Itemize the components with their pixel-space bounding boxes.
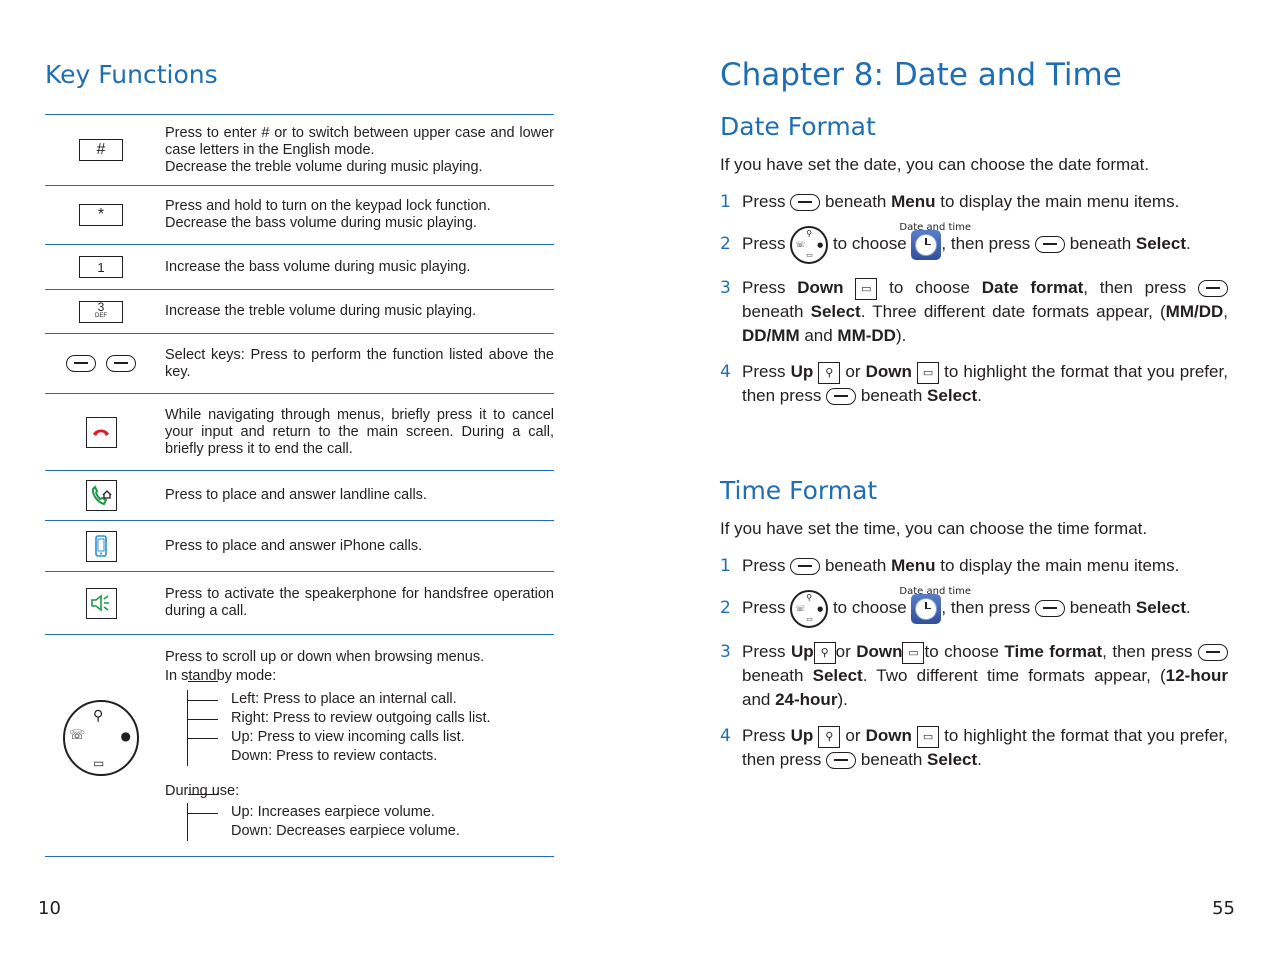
end-call-icon xyxy=(86,417,117,448)
row-3-key xyxy=(45,290,554,334)
row-text: Press to enter # or to switch between upper case and lower case letters in the English mode. xyxy=(165,124,554,158)
standby-item: Left: Press to place an internal call. xyxy=(188,690,554,709)
key-functions-title: Key Functions xyxy=(45,60,218,89)
standby-item: Right: Press to review outgoing calls list. xyxy=(188,709,554,728)
date-and-time-label: Date and time xyxy=(899,221,972,233)
row-text: Press and hold to turn on the keypad lock function. xyxy=(165,198,491,214)
time-step-1: 1 Press beneath Menu to display the main menu items. xyxy=(720,556,1180,576)
row-text: Decrease the treble volume during music playing. xyxy=(165,158,483,175)
down-key-icon: ▭ xyxy=(855,278,877,300)
date-step-2: 2 Press ⚲ ☏ ● ▭ to choose Date and time , then press beneath Select. xyxy=(720,224,1228,264)
during-item: Up: Increases earpiece volume. xyxy=(188,803,554,822)
landline-call-icon xyxy=(86,480,117,511)
page-number-right: 55 xyxy=(1212,898,1235,919)
row-text: Increase the bass volume during music playing. xyxy=(165,258,471,275)
time-format-intro: If you have set the time, you can choose the time format. xyxy=(720,519,1148,538)
during-label: During use: xyxy=(165,783,240,799)
row-nav-key xyxy=(45,635,554,857)
navigation-key-icon: ⚲ ☏ ● ▭ xyxy=(790,226,828,264)
chapter-title: Chapter 8: Date and Time xyxy=(720,57,1122,93)
date-format-title: Date Format xyxy=(720,112,876,141)
three-key-icon: 3 DEF xyxy=(79,301,123,323)
down-key-icon: ▭ xyxy=(902,642,924,664)
standby-item: Up: Press to view incoming calls list. xyxy=(188,728,554,747)
softkey-icon xyxy=(826,388,856,405)
time-step-2: 2 Press ⚲ ☏ ● ▭ to choose Date and time , then press beneath Select. xyxy=(720,588,1228,628)
down-key-icon: ▭ xyxy=(917,726,939,748)
hash-key-icon: # xyxy=(79,139,123,161)
during-item: Down: Decreases earpiece volume. xyxy=(188,822,554,841)
up-key-icon: ⚲ xyxy=(818,726,840,748)
iphone-call-icon xyxy=(86,531,117,562)
row-iphone-key xyxy=(45,521,554,572)
one-key-icon: 1 xyxy=(79,256,123,278)
time-step-3: 3 Press Up ⚲ or Down ▭ to choose Time format, then press beneath Select. Two different time formats appear, (12-hour and 24-hour). xyxy=(720,642,1228,709)
softkey-icon xyxy=(1198,644,1228,661)
date-step-4: 4 Press Up ⚲ or Down ▭ to highlight the format that you prefer, then press beneath Select. xyxy=(720,362,1228,405)
row-star-key xyxy=(45,186,554,245)
right-softkey-icon xyxy=(106,355,136,372)
softkey-icon xyxy=(790,194,820,211)
row-end-call-key xyxy=(45,394,554,471)
row-hash-key xyxy=(45,115,554,186)
softkey-icon xyxy=(1035,600,1065,617)
time-format-title: Time Format xyxy=(720,476,878,505)
date-step-1: 1 Press beneath Menu to display the main menu items. xyxy=(720,192,1180,212)
softkey-icon xyxy=(790,558,820,575)
left-softkey-icon xyxy=(66,355,96,372)
date-format-intro: If you have set the date, you can choose the date format. xyxy=(720,155,1150,174)
speakerphone-icon xyxy=(86,588,117,619)
row-text: Increase the treble volume during music playing. xyxy=(165,303,477,319)
softkey-icon xyxy=(1035,236,1065,253)
down-key-icon: ▭ xyxy=(917,362,939,384)
star-key-icon: * xyxy=(79,204,123,226)
row-text: Select keys: Press to perform the function listed above the key. xyxy=(165,346,554,380)
row-text: Press to activate the speakerphone for handsfree operation during a call. xyxy=(165,586,554,619)
standby-item: Down: Press to review contacts. xyxy=(188,747,554,766)
row-text: Press to place and answer landline calls. xyxy=(165,487,427,503)
navigation-key-icon: ⚲ ☏ ● ▭ xyxy=(63,700,139,776)
row-landline-key xyxy=(45,471,554,521)
page-number-left: 10 xyxy=(38,898,61,919)
up-key-icon: ⚲ xyxy=(814,642,836,664)
time-step-4: 4 Press Up ⚲ or Down ▭ to highlight the format that you prefer, then press beneath Select. xyxy=(720,726,1228,769)
navigation-key-icon: ⚲ ☏ ● ▭ xyxy=(790,590,828,628)
date-and-time-label: Date and time xyxy=(899,585,972,597)
row-text: Press to place and answer iPhone calls. xyxy=(165,537,423,554)
softkey-icon xyxy=(826,752,856,769)
row-1-key xyxy=(45,245,554,290)
nav-intro: Press to scroll up or down when browsing menus. xyxy=(165,649,485,665)
softkey-icon xyxy=(1198,280,1228,297)
key-functions-table xyxy=(45,114,554,857)
standby-label: In standby mode: xyxy=(165,668,277,684)
date-format-steps xyxy=(720,190,1228,420)
row-speaker-key xyxy=(45,572,554,635)
row-text: Decrease the bass volume during music playing. xyxy=(165,215,477,231)
row-select-keys xyxy=(45,334,554,394)
row-text: While navigating through menus, briefly press it to cancel your input and return to the main screen. During a call, briefly press it to end the call. xyxy=(165,406,554,457)
date-step-3: 3 Press Down ▭ to choose Date format, then press beneath Select. Three different date formats appear, (MM/DD, DD/MM and MM-DD). xyxy=(720,278,1228,345)
up-key-icon: ⚲ xyxy=(818,362,840,384)
time-format-steps xyxy=(720,554,1228,784)
